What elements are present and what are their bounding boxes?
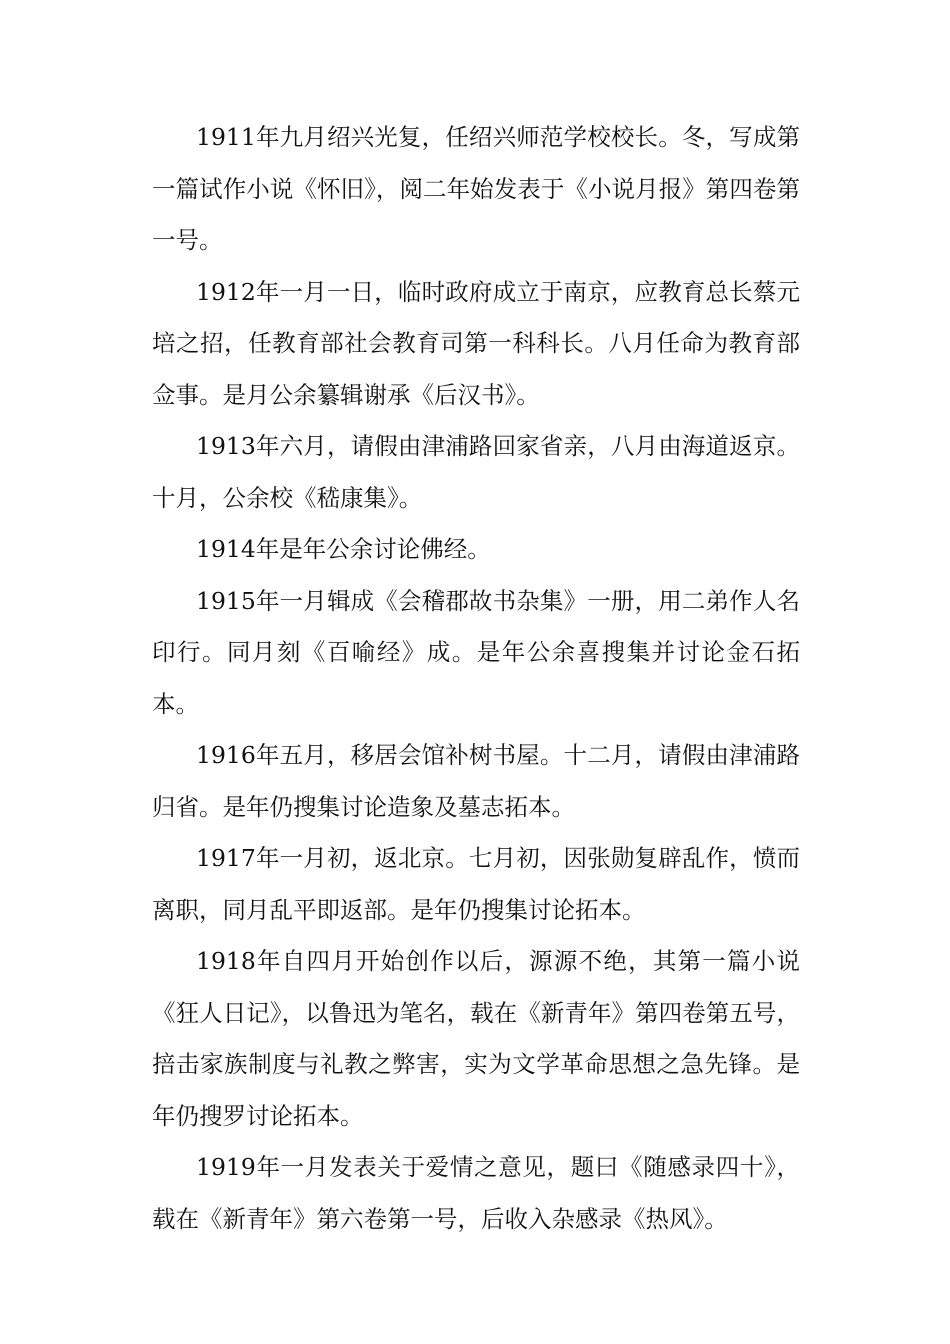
paragraph-1911: 1911年九月绍兴光复，任绍兴师范学校校长。冬，写成第一篇试作小说《怀旧》，阅二年始发表于《小说月报》第四卷第一号。 [152, 123, 800, 254]
paragraph-1919: 1919年一月发表关于爱情之意见，题曰《随感录四十》，载在《新青年》第六卷第一号，后收入杂感录《热风》。 [152, 1153, 800, 1233]
document-body [152, 112, 800, 1245]
paragraph-1913: 1913年六月，请假由津浦路回家省亲，八月由海道返京。十月，公余校《嵇康集》。 [152, 432, 800, 512]
paragraph-1915: 1915年一月辑成《会稽郡故书杂集》一册，用二弟作人名印行。同月刻《百喻经》成。是年公余喜搜集并讨论金石拓本。 [152, 586, 800, 718]
paragraph-1912: 1912年一月一日，临时政府成立于南京，应教育总长蔡元培之招，任教育部社会教育司第一科科长。八月任命为教育部佥事。是月公余纂辑谢承《后汉书》。 [152, 277, 800, 409]
paragraph-1918: 1918年自四月开始创作以后，源源不绝，其第一篇小说《狂人日记》，以鲁迅为笔名，载在《新青年》第四卷第五号，掊击家族制度与礼教之弊害，实为文学革命思想之急先锋。是年仍搜罗讨论拓本。 [152, 947, 800, 1130]
paragraph-1917: 1917年一月初，返北京。七月初，因张勋复辟乱作，愤而离职，同月乱平即返部。是年仍搜集讨论拓本。 [152, 844, 800, 924]
paragraph-1914: 1914年是年公余讨论佛经。 [196, 535, 491, 563]
paragraph-1916: 1916年五月，移居会馆补树书屋。十二月，请假由津浦路归省。是年仍搜集讨论造象及墓志拓本。 [152, 741, 800, 821]
